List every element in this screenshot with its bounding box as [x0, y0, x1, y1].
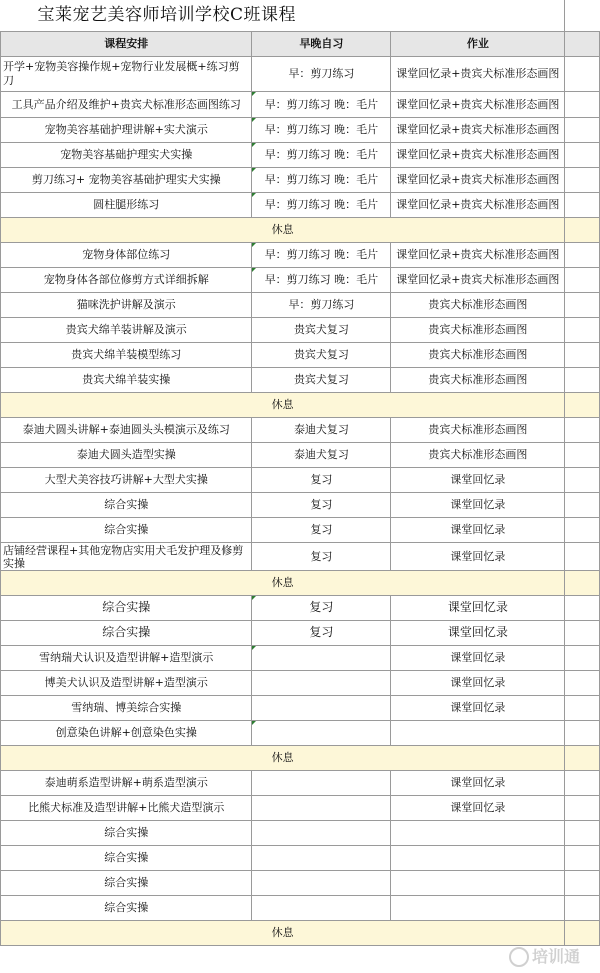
study-cell	[252, 720, 391, 745]
empty-cell	[565, 392, 600, 417]
empty-cell	[565, 845, 600, 870]
homework-cell: 课堂回忆录	[391, 645, 565, 670]
page-title: 宝莱宠艺美容师培训学校C班课程	[1, 0, 565, 31]
course-row	[1, 770, 600, 795]
course-row	[1, 367, 600, 392]
empty-cell	[565, 570, 600, 595]
rest-row	[1, 217, 600, 242]
empty-cell	[565, 542, 600, 570]
study-cell: 早：剪刀练习 晚：毛片	[252, 192, 391, 217]
homework-cell	[391, 845, 565, 870]
empty-cell	[565, 91, 600, 117]
course-cell: 宠物身体各部位修剪方式详细拆解	[1, 267, 252, 292]
watermark	[509, 944, 580, 968]
study-cell: 早：剪刀练习 晚：毛片	[252, 267, 391, 292]
course-cell: 综合实操	[1, 845, 252, 870]
course-cell: 猫咪洗护讲解及演示	[1, 292, 252, 317]
course-cell: 综合实操	[1, 517, 252, 542]
empty-cell	[565, 770, 600, 795]
homework-cell: 课堂回忆录+贵宾犬标准形态画图	[391, 267, 565, 292]
study-cell	[252, 870, 391, 895]
course-cell: 宠物美容基础护理讲解+实犬演示	[1, 117, 252, 142]
homework-cell: 课堂回忆录	[391, 492, 565, 517]
homework-cell: 课堂回忆录+贵宾犬标准形态画图	[391, 242, 565, 267]
study-cell: 早：剪刀练习	[252, 56, 391, 91]
empty-cell	[565, 217, 600, 242]
homework-cell	[391, 895, 565, 920]
empty-cell	[565, 795, 600, 820]
homework-cell: 课堂回忆录+贵宾犬标准形态画图	[391, 167, 565, 192]
watermark-text: 培训通	[531, 946, 580, 966]
empty-cell	[565, 895, 600, 920]
study-cell: 复习	[252, 595, 391, 620]
study-cell: 早：剪刀练习 晚：毛片	[252, 167, 391, 192]
study-cell: 早：剪刀练习	[252, 292, 391, 317]
course-cell: 圆柱腿形练习	[1, 192, 252, 217]
empty-cell	[565, 920, 600, 945]
empty-cell	[565, 820, 600, 845]
homework-cell: 课堂回忆录+贵宾犬标准形态画图	[391, 91, 565, 117]
homework-cell: 贵宾犬标准形态画图	[391, 292, 565, 317]
course-row	[1, 645, 600, 670]
homework-cell: 课堂回忆录	[391, 517, 565, 542]
empty-cell	[565, 417, 600, 442]
empty-cell	[565, 242, 600, 267]
empty-cell	[565, 167, 600, 192]
course-row	[1, 192, 600, 217]
study-cell	[252, 645, 391, 670]
homework-cell: 贵宾犬标准形态画图	[391, 417, 565, 442]
homework-cell: 课堂回忆录	[391, 542, 565, 570]
study-cell: 早：剪刀练习 晚：毛片	[252, 142, 391, 167]
rest-label: 休息	[1, 745, 565, 770]
study-cell: 泰迪犬复习	[252, 442, 391, 467]
empty-cell	[565, 367, 600, 392]
homework-cell: 课堂回忆录+贵宾犬标准形态画图	[391, 117, 565, 142]
course-cell: 泰迪犬圆头讲解+泰迪圆头头模演示及练习	[1, 417, 252, 442]
homework-cell: 课堂回忆录+贵宾犬标准形态画图	[391, 192, 565, 217]
course-row	[1, 417, 600, 442]
study-cell	[252, 820, 391, 845]
study-cell	[252, 695, 391, 720]
empty-cell	[565, 720, 600, 745]
empty-cell	[565, 645, 600, 670]
homework-cell	[391, 870, 565, 895]
homework-cell: 课堂回忆录+贵宾犬标准形态画图	[391, 142, 565, 167]
rest-row	[1, 920, 600, 945]
rest-row	[1, 392, 600, 417]
course-cell: 雪纳瑞、博美综合实操	[1, 695, 252, 720]
study-cell: 复习	[252, 517, 391, 542]
course-cell: 综合实操	[1, 870, 252, 895]
course-cell: 创意染色讲解+创意染色实操	[1, 720, 252, 745]
course-row	[1, 167, 600, 192]
rest-row	[1, 745, 600, 770]
course-cell: 剪刀练习+ 宠物美容基础护理实犬实操	[1, 167, 252, 192]
course-row	[1, 91, 600, 117]
course-cell: 综合实操	[1, 895, 252, 920]
course-row	[1, 595, 600, 620]
header-study: 早晚自习	[252, 31, 391, 56]
course-cell: 工具产品介绍及维护+贵宾犬标准形态画图练习	[1, 91, 252, 117]
study-cell: 复习	[252, 492, 391, 517]
rest-row	[1, 570, 600, 595]
study-cell	[252, 770, 391, 795]
study-cell	[252, 895, 391, 920]
empty-cell	[565, 870, 600, 895]
study-cell: 早：剪刀练习 晚：毛片	[252, 91, 391, 117]
homework-cell: 课堂回忆录	[391, 670, 565, 695]
course-row	[1, 820, 600, 845]
course-row	[1, 620, 600, 645]
study-cell	[252, 795, 391, 820]
title-row	[1, 0, 600, 31]
course-row	[1, 845, 600, 870]
study-cell	[252, 845, 391, 870]
homework-cell: 课堂回忆录	[391, 695, 565, 720]
header-homework: 作业	[391, 31, 565, 56]
homework-cell: 贵宾犬标准形态画图	[391, 317, 565, 342]
course-row	[1, 670, 600, 695]
course-row	[1, 56, 600, 91]
homework-cell: 课堂回忆录	[391, 795, 565, 820]
course-row	[1, 720, 600, 745]
course-cell: 比熊犬标准及造型讲解+比熊犬造型演示	[1, 795, 252, 820]
course-cell: 贵宾犬绵羊装实操	[1, 367, 252, 392]
study-cell: 复习	[252, 467, 391, 492]
course-cell: 大型犬美容技巧讲解+大型犬实操	[1, 467, 252, 492]
watermark-logo-icon	[509, 947, 529, 967]
course-cell: 宠物美容基础护理实犬实操	[1, 142, 252, 167]
course-cell: 综合实操	[1, 492, 252, 517]
empty-cell	[565, 342, 600, 367]
course-row	[1, 292, 600, 317]
empty-cell	[565, 695, 600, 720]
homework-cell: 课堂回忆录	[391, 770, 565, 795]
course-row	[1, 695, 600, 720]
homework-cell	[391, 820, 565, 845]
empty-cell	[565, 142, 600, 167]
empty-cell	[565, 192, 600, 217]
course-cell: 店铺经营课程+其他宠物店实用犬毛发护理及修剪实操	[1, 542, 252, 570]
course-row	[1, 317, 600, 342]
study-cell: 早：剪刀练习 晚：毛片	[252, 117, 391, 142]
study-cell	[252, 670, 391, 695]
course-cell: 综合实操	[1, 820, 252, 845]
course-cell: 雪纳瑞犬认识及造型讲解+造型演示	[1, 645, 252, 670]
course-row	[1, 870, 600, 895]
empty-cell	[565, 745, 600, 770]
study-cell: 泰迪犬复习	[252, 417, 391, 442]
course-row	[1, 117, 600, 142]
course-cell: 开学+宠物美容操作规+宠物行业发展概+练习剪刀	[1, 56, 252, 91]
empty-cell	[565, 292, 600, 317]
study-cell: 贵宾犬复习	[252, 342, 391, 367]
study-cell: 贵宾犬复习	[252, 317, 391, 342]
course-row	[1, 895, 600, 920]
course-row	[1, 467, 600, 492]
homework-cell: 贵宾犬标准形态画图	[391, 342, 565, 367]
empty-cell	[565, 442, 600, 467]
empty-cell	[565, 267, 600, 292]
course-cell: 宠物身体部位练习	[1, 242, 252, 267]
empty-cell	[565, 467, 600, 492]
header-extra	[565, 31, 600, 56]
empty-cell	[565, 117, 600, 142]
rest-label: 休息	[1, 920, 565, 945]
homework-cell: 课堂回忆录	[391, 595, 565, 620]
course-row	[1, 342, 600, 367]
rest-label: 休息	[1, 570, 565, 595]
course-row	[1, 267, 600, 292]
study-cell: 贵宾犬复习	[252, 367, 391, 392]
empty-cell	[565, 56, 600, 91]
empty-cell	[565, 670, 600, 695]
course-cell: 贵宾犬绵羊装模型练习	[1, 342, 252, 367]
empty-cell	[565, 620, 600, 645]
empty-cell	[565, 517, 600, 542]
course-row	[1, 795, 600, 820]
course-row	[1, 517, 600, 542]
study-cell: 复习	[252, 620, 391, 645]
homework-cell: 课堂回忆录	[391, 467, 565, 492]
course-row	[1, 442, 600, 467]
header-course: 课程安排	[1, 31, 252, 56]
course-cell: 泰迪犬圆头造型实操	[1, 442, 252, 467]
course-row	[1, 542, 600, 570]
empty-cell	[565, 492, 600, 517]
empty-cell	[565, 0, 600, 31]
homework-cell	[391, 720, 565, 745]
course-row	[1, 492, 600, 517]
homework-cell: 课堂回忆录+贵宾犬标准形态画图	[391, 56, 565, 91]
study-cell: 复习	[252, 542, 391, 570]
course-cell: 综合实操	[1, 595, 252, 620]
course-cell: 贵宾犬绵羊装讲解及演示	[1, 317, 252, 342]
rest-label: 休息	[1, 217, 565, 242]
course-cell: 博美犬认识及造型讲解+造型演示	[1, 670, 252, 695]
study-cell: 早：剪刀练习 晚：毛片	[252, 242, 391, 267]
course-row	[1, 242, 600, 267]
homework-cell: 贵宾犬标准形态画图	[391, 367, 565, 392]
empty-cell	[565, 317, 600, 342]
course-row	[1, 142, 600, 167]
course-cell: 综合实操	[1, 620, 252, 645]
homework-cell: 课堂回忆录	[391, 620, 565, 645]
homework-cell: 贵宾犬标准形态画图	[391, 442, 565, 467]
course-cell: 泰迪萌系造型讲解+萌系造型演示	[1, 770, 252, 795]
rest-label: 休息	[1, 392, 565, 417]
header-row	[1, 31, 600, 56]
empty-cell	[565, 595, 600, 620]
